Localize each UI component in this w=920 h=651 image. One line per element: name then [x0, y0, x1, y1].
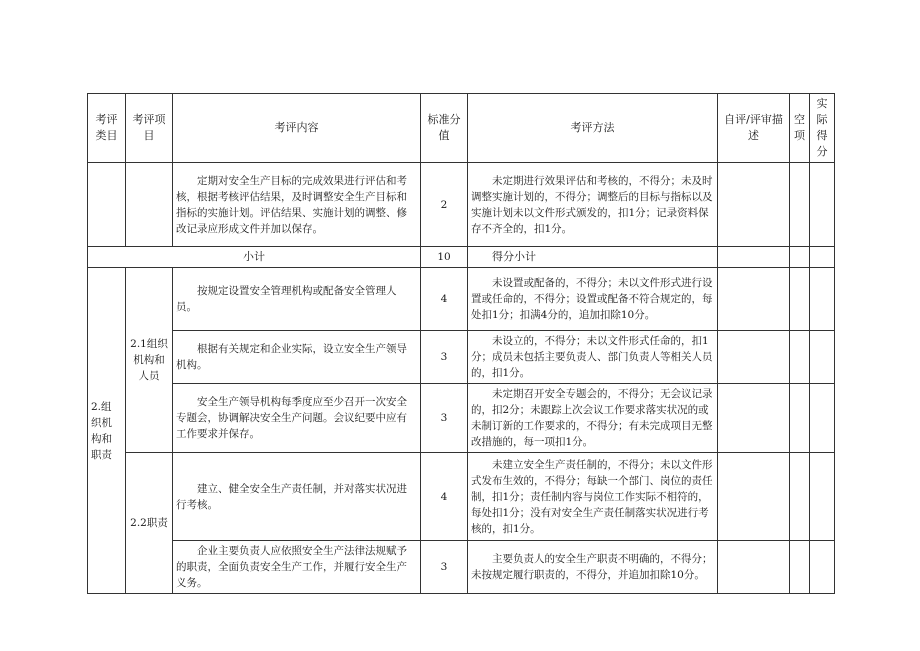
method-cell: 未定期召开安全专题会的，不得分；无会议记录的，扣2分；未跟踪上次会议工作要求落实状况的或未制订新的工作要求的，不得分；有未完成项目无整改措施的，每一项扣1分。 — [468, 384, 718, 453]
empty-item-cell[interactable] — [790, 247, 810, 268]
self-review-cell[interactable] — [718, 163, 790, 247]
category-cell — [88, 163, 126, 247]
method-cell: 主要负责人的安全生产职责不明确的，不得分；未按规定履行职责的，不得分，并追加扣除10分。 — [468, 541, 718, 594]
score-cell: 4 — [421, 453, 468, 541]
method-cell: 未设置或配备的，不得分；未以文件形式进行设置或任命的，不得分；设置或配备不符合规定的，每处扣1分；扣满4分的，追加扣除10分。 — [468, 268, 718, 331]
item-cell — [126, 163, 173, 247]
table-row — [88, 384, 835, 453]
item-responsibilities: 2.2职责 — [126, 453, 173, 594]
self-review-cell[interactable] — [718, 541, 790, 594]
subtotal-score: 10 — [421, 247, 468, 268]
score-cell: 3 — [421, 331, 468, 384]
header-empty-item: 空项 — [790, 94, 810, 163]
empty-item-cell[interactable] — [790, 384, 810, 453]
self-review-cell[interactable] — [718, 331, 790, 384]
empty-item-cell[interactable] — [790, 453, 810, 541]
score-cell: 3 — [421, 384, 468, 453]
header-item: 考评项目 — [126, 94, 173, 163]
header-method: 考评方法 — [468, 94, 718, 163]
actual-score-cell[interactable] — [810, 163, 835, 247]
score-cell: 3 — [421, 541, 468, 594]
header-category: 考评类目 — [88, 94, 126, 163]
actual-score-cell[interactable] — [810, 453, 835, 541]
table-row — [88, 268, 835, 331]
header-self-review: 自评/评审描述 — [718, 94, 790, 163]
content-cell: 按规定设置安全管理机构或配备安全管理人员。 — [173, 268, 421, 331]
table-row — [88, 453, 835, 541]
score-cell: 4 — [421, 268, 468, 331]
empty-item-cell[interactable] — [790, 541, 810, 594]
content-cell: 企业主要负责人应依照安全生产法律法规赋予的职责，全面负责安全生产工作，并履行安全生产义务。 — [173, 541, 421, 594]
method-cell: 未建立安全生产责任制的，不得分；未以文件形式发布生效的，不得分；每缺一个部门、岗位的责任制，扣1分；责任制内容与岗位工作实际不相符的，每处扣1分；没有对安全生产责任制落实状况进行考核的，扣1分。 — [468, 453, 718, 541]
actual-score-cell[interactable] — [810, 331, 835, 384]
actual-score-cell[interactable] — [810, 541, 835, 594]
item-org-personnel: 2.1组织机构和人员 — [126, 268, 173, 453]
header-row — [88, 94, 835, 163]
empty-item-cell[interactable] — [790, 331, 810, 384]
score-cell: 2 — [421, 163, 468, 247]
table-row — [88, 331, 835, 384]
actual-score-cell[interactable] — [810, 268, 835, 331]
content-cell: 安全生产领导机构每季度应至少召开一次安全专题会，协调解决安全生产问题。会议纪要中应有工作要求并保存。 — [173, 384, 421, 453]
self-review-cell[interactable] — [718, 268, 790, 331]
subtotal-method-label: 得分小计 — [468, 247, 718, 268]
actual-score-cell[interactable] — [810, 247, 835, 268]
actual-score-cell[interactable] — [810, 384, 835, 453]
evaluation-table — [87, 93, 835, 594]
method-cell: 未设立的，不得分；未以文件形式任命的，扣1分；成员未包括主要负责人、部门负责人等相关人员的，扣1分。 — [468, 331, 718, 384]
empty-item-cell[interactable] — [790, 163, 810, 247]
self-review-cell[interactable] — [718, 384, 790, 453]
content-cell: 建立、健全安全生产责任制，并对落实状况进行考核。 — [173, 453, 421, 541]
subtotal-row — [88, 247, 835, 268]
empty-item-cell[interactable] — [790, 268, 810, 331]
method-cell: 未定期进行效果评估和考核的，不得分；未及时调整实施计划的，不得分；调整后的目标与指标以及实施计划未以文件形式颁发的，扣1分；记录资料保存不齐全的，扣1分。 — [468, 163, 718, 247]
content-cell: 定期对安全生产目标的完成效果进行评估和考核，根据考核评估结果，及时调整安全生产目标和指标的实施计划。评估结果、实施计划的调整、修改记录应形成文件并加以保存。 — [173, 163, 421, 247]
table-row — [88, 163, 835, 247]
header-actual-score: 实际得分 — [810, 94, 835, 163]
subtotal-label: 小计 — [88, 247, 421, 268]
content-cell: 根据有关规定和企业实际，设立安全生产领导机构。 — [173, 331, 421, 384]
self-review-cell[interactable] — [718, 453, 790, 541]
category-org-structure: 2.组织机构和职责 — [88, 268, 126, 594]
header-content: 考评内容 — [173, 94, 421, 163]
table-row — [88, 541, 835, 594]
header-standard-score: 标准分值 — [421, 94, 468, 163]
self-review-cell[interactable] — [718, 247, 790, 268]
